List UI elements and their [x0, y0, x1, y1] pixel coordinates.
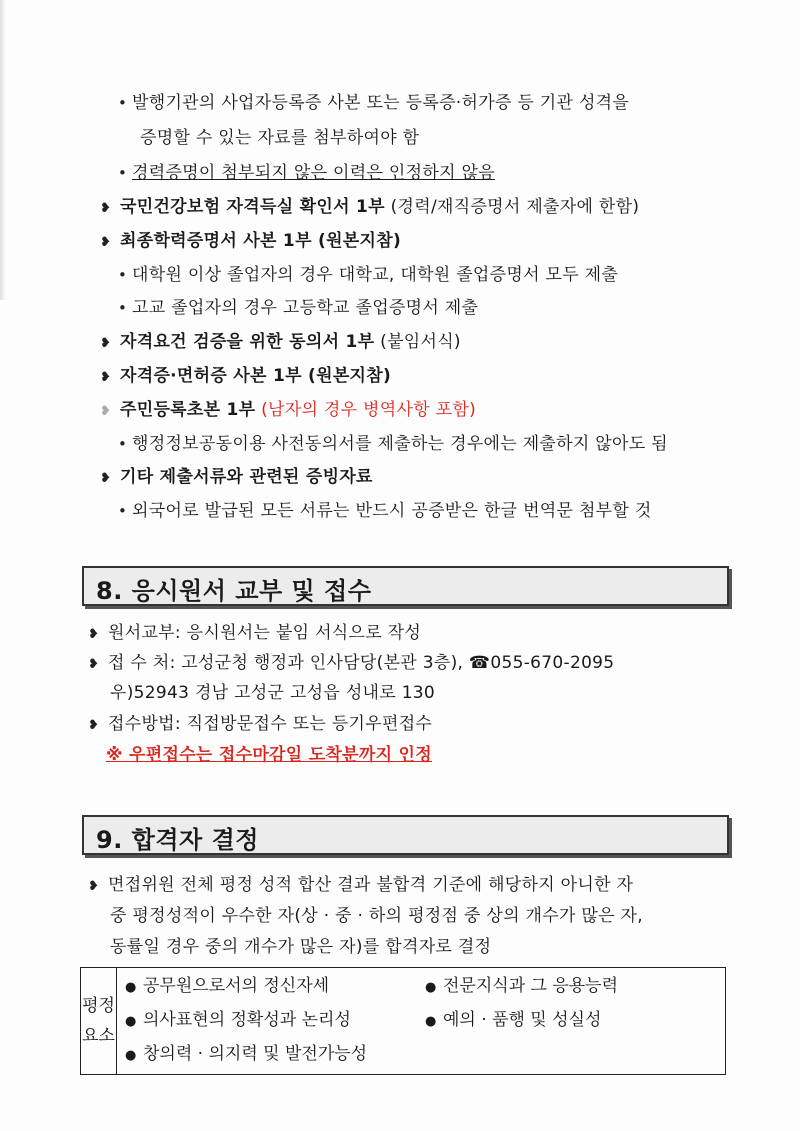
bullet-dot-icon: •: [118, 266, 128, 284]
bullet-dot-icon: •: [118, 164, 128, 182]
section-header-9: [82, 815, 729, 855]
postal-notice: ※ 우편접수는 접수마감일 도착분까지 인정: [106, 745, 432, 765]
sub-item: • 행정정보공동이용 사전동의서를 제출하는 경우에는 제출하지 않아도 됨: [118, 434, 668, 454]
evaluation-element: ● 의사표현의 정확성과 논리성: [125, 1004, 425, 1038]
bullet-dot-icon: •: [118, 502, 128, 520]
section8-line: ❥ 접 수 처: 고성군청 행정과 인사담당(본관 3층), ☎055-670-2095: [88, 651, 614, 677]
document-item: ❥ 주민등록초본 1부 (남자의 경우 병역사항 포함): [100, 398, 476, 424]
evaluation-element: ● 전문지식과 그 응용능력: [425, 970, 725, 1004]
section9-line: 동률일 경우 중의 개수가 많은 자)를 합격자로 결정: [110, 937, 492, 957]
checkmark-bullet-icon: ❥: [100, 336, 112, 351]
bullet-dot-icon: ●: [125, 980, 137, 995]
bullet-dot-icon: •: [118, 435, 128, 453]
section9-line: 중 평정성적이 우수한 자(상 · 중 · 하의 평정점 중 상의 개수가 많은 자,: [110, 906, 643, 926]
checkmark-bullet-icon: ❥: [100, 471, 112, 486]
section8-line: 우)52943 경남 고성군 고성읍 성내로 130: [110, 683, 436, 703]
document-item: ❥ 기타 제출서류와 관련된 증빙자료: [100, 465, 373, 491]
bullet-dot-icon: ●: [125, 1048, 137, 1063]
evaluation-element: ● 공무원으로서의 정신자세: [125, 970, 425, 1004]
sub-item-continuation: 증명할 수 있는 자료를 첨부하여야 함: [140, 128, 420, 148]
evaluation-elements: [117, 968, 726, 1075]
document-item: ❥ 최종학력증명서 사본 1부 (원본지참): [100, 229, 401, 255]
section-title: 8. 응시원서 교부 및 접수: [96, 577, 372, 605]
sub-item: • 고교 졸업자의 경우 고등학교 졸업증명서 제출: [118, 298, 479, 318]
checkmark-bullet-icon: ❥: [100, 370, 112, 385]
evaluation-header: 평정 요소: [81, 968, 117, 1075]
sub-item: • 발행기관의 사업자등록증 사본 또는 등록증·허가증 등 기관 성격을: [118, 93, 630, 113]
checkmark-bullet-icon: ❥: [88, 879, 100, 894]
document-item: ❥ 국민건강보험 자격득실 확인서 1부 (경력/재직증명서 제출자에 한함): [100, 195, 639, 221]
evaluation-table: [80, 967, 726, 1075]
sub-item: • 대학원 이상 졸업자의 경우 대학교, 대학원 졸업증명서 모두 제출: [118, 265, 619, 285]
checkmark-bullet-icon: ❥: [100, 201, 112, 216]
checkmark-bullet-icon: ❥: [100, 235, 112, 250]
document-item: ❥ 자격증·면허증 사본 1부 (원본지참): [100, 364, 391, 390]
section9-line: ❥ 면접위원 전체 평정 성적 합산 결과 불합격 기준에 해당하지 아니한 자: [88, 873, 633, 899]
bullet-dot-icon: •: [118, 299, 128, 317]
checkmark-bullet-icon: ❥: [88, 627, 100, 642]
page-edge-shadow: [0, 0, 6, 300]
evaluation-element: ● 예의 · 품행 및 성실성: [425, 1004, 725, 1038]
sub-item: • 경력증명이 첨부되지 않은 이력은 인정하지 않음: [118, 163, 495, 183]
sub-item: • 외국어로 발급된 모든 서류는 반드시 공증받은 한글 번역문 첨부할 것: [118, 501, 652, 521]
checkmark-bullet-icon: ❥: [100, 404, 112, 419]
checkmark-bullet-icon: ❥: [88, 718, 100, 733]
checkmark-bullet-icon: ❥: [88, 657, 100, 672]
document-item: ❥ 자격요건 검증을 위한 동의서 1부 (붙임서식): [100, 330, 461, 356]
section8-line: ❥ 접수방법: 직접방문접수 또는 등기우편접수: [88, 712, 432, 738]
evaluation-element: ● 창의력 · 의지력 및 발전가능성: [125, 1038, 425, 1072]
section-header-8: [82, 566, 729, 606]
bullet-dot-icon: ●: [425, 1014, 437, 1029]
bullet-dot-icon: ●: [125, 1014, 137, 1029]
bullet-dot-icon: ●: [425, 980, 437, 995]
section8-line: ❥ 원서교부: 응시원서는 붙임 서식으로 작성: [88, 621, 421, 647]
section-title: 9. 합격자 결정: [96, 826, 259, 854]
bullet-dot-icon: •: [118, 94, 128, 112]
